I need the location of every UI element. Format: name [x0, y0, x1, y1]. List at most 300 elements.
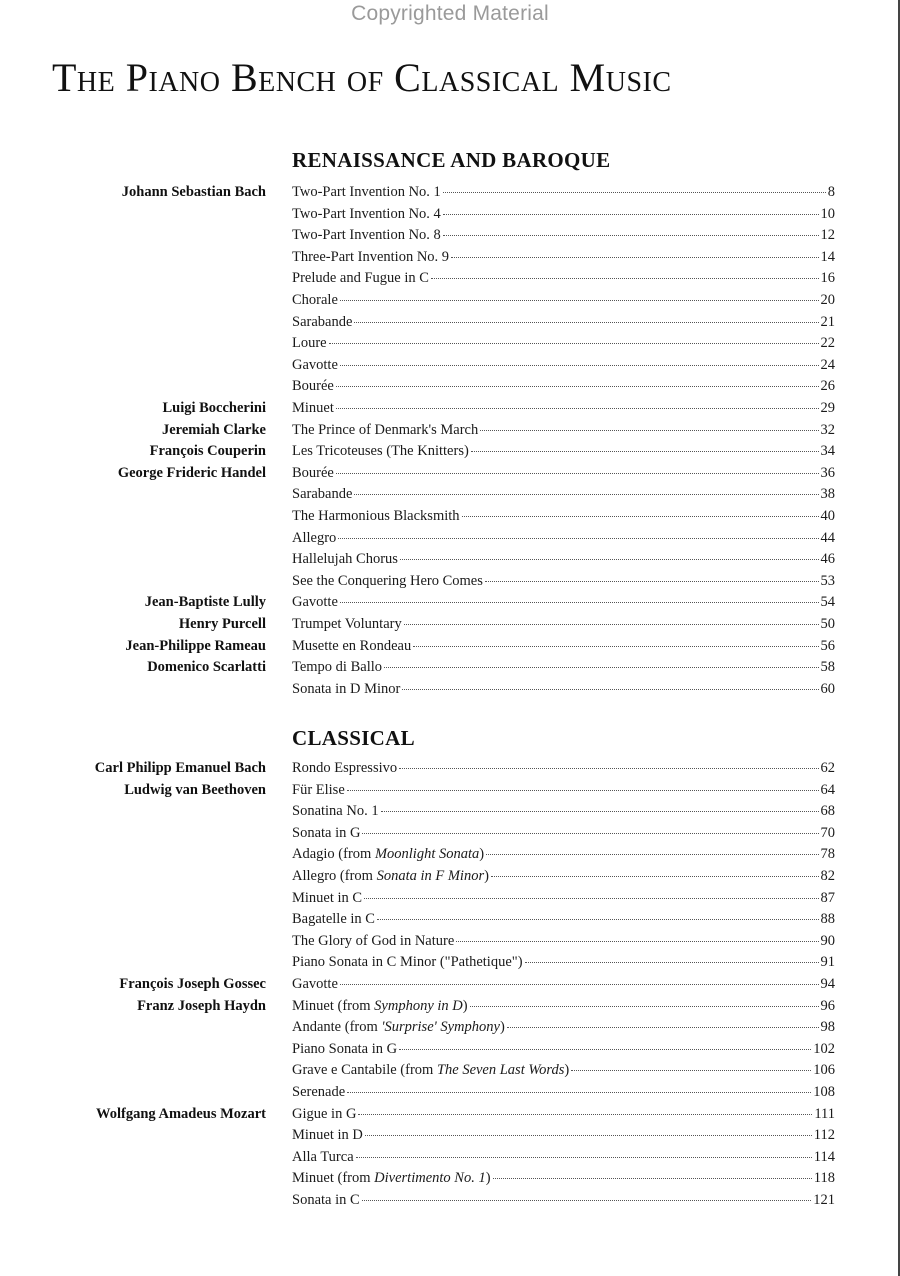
piece-title-text: Musette en Rondeau — [292, 637, 412, 654]
piece-title-text: Minuet in D — [292, 1127, 363, 1144]
piece-title-text: See the Conquering Hero Comes — [292, 572, 483, 589]
piece-title — [292, 823, 360, 845]
page-number: 26 — [820, 378, 835, 395]
piece-title — [292, 974, 338, 996]
page-number: 108 — [813, 1084, 835, 1100]
page-number: 87 — [820, 889, 835, 906]
toc-entry[interactable] — [292, 801, 835, 823]
piece-title-text: Sonata in C — [292, 1192, 360, 1208]
page-number: 14 — [820, 248, 835, 265]
dot-leader — [358, 1114, 812, 1115]
piece-title — [292, 398, 334, 420]
piece-title — [292, 1017, 505, 1039]
toc-entry[interactable] — [292, 614, 835, 636]
toc-row — [0, 952, 900, 974]
piece-title-text: Minuet — [292, 400, 334, 416]
piece-title-suffix: ) — [499, 1019, 505, 1036]
toc-entry[interactable] — [292, 844, 835, 866]
piece-title-text: Serenade — [292, 1084, 346, 1100]
piece-title — [292, 996, 468, 1018]
page-number: 102 — [813, 1040, 835, 1057]
toc-row — [0, 528, 900, 550]
piece-title-text: Trumpet Voluntary — [292, 616, 402, 632]
piece-title — [292, 528, 336, 550]
piece-title-text: Loure — [292, 335, 327, 352]
composer-name: Jeremiah Clarke — [161, 421, 266, 438]
dot-leader — [431, 278, 819, 279]
dot-leader — [404, 624, 819, 625]
piece-title — [292, 376, 334, 398]
piece-title-text: Minuet in C — [292, 889, 363, 906]
dot-leader — [381, 811, 819, 812]
toc-row — [0, 823, 900, 845]
page-number: 40 — [820, 508, 835, 524]
toc-entry[interactable] — [292, 996, 835, 1018]
toc-row — [0, 1039, 900, 1061]
page-number: 32 — [820, 421, 835, 438]
dot-leader — [493, 1178, 812, 1179]
toc-entry[interactable] — [292, 657, 835, 679]
composer-name: Wolfgang Amadeus Mozart — [96, 1105, 266, 1122]
dot-leader — [507, 1027, 819, 1028]
page-number: 24 — [820, 356, 835, 373]
dot-leader — [485, 581, 819, 582]
piece-title-text: Two-Part Invention No. 8 — [292, 227, 441, 244]
piece-title-work: Moonlight Sonata — [374, 846, 480, 863]
piece-title-text: Allegro — [292, 529, 337, 546]
toc-entry[interactable] — [292, 247, 835, 269]
dot-leader — [340, 365, 819, 366]
piece-title — [292, 420, 478, 442]
toc-row — [0, 996, 900, 1018]
page-title: The Piano Bench of Classical Music — [52, 55, 672, 100]
toc-row — [0, 290, 900, 312]
piece-title — [292, 636, 411, 658]
dot-leader — [400, 559, 819, 560]
copyright-watermark: Copyrighted Material — [351, 2, 549, 25]
toc-entry[interactable] — [292, 290, 835, 312]
toc-entry[interactable] — [292, 1147, 835, 1169]
section-heading: CLASSICAL — [292, 726, 415, 750]
page-number: 22 — [820, 335, 835, 352]
toc-row — [0, 1082, 900, 1104]
dot-leader — [340, 984, 819, 985]
dot-leader — [443, 214, 819, 215]
page-number: 64 — [820, 781, 835, 798]
toc-row — [0, 463, 900, 485]
toc-row — [0, 974, 900, 996]
toc-entry[interactable] — [292, 528, 835, 550]
dot-leader — [451, 257, 818, 258]
piece-title — [292, 888, 362, 910]
piece-title — [292, 441, 469, 463]
toc-entry[interactable] — [292, 398, 835, 420]
piece-title-text: Rondo Espressivo — [292, 760, 398, 776]
piece-title — [292, 614, 402, 636]
dot-leader — [377, 919, 819, 920]
page-number: 96 — [820, 997, 835, 1014]
piece-title-suffix: ) — [479, 846, 485, 863]
toc-entry[interactable] — [292, 636, 835, 658]
toc-entry[interactable] — [292, 549, 835, 571]
toc-row — [0, 657, 900, 679]
toc-row — [0, 888, 900, 910]
piece-title-text: Three-Part Invention No. 9 — [292, 248, 450, 265]
dot-leader — [399, 768, 818, 769]
page-number: 10 — [820, 205, 835, 222]
page-number: 29 — [820, 400, 835, 416]
dot-leader — [336, 408, 819, 409]
toc-row — [0, 1147, 900, 1169]
toc-row — [0, 1104, 900, 1126]
toc-row — [0, 441, 900, 463]
page-number: 38 — [820, 486, 835, 503]
toc-row — [0, 1168, 900, 1190]
piece-title — [292, 1082, 345, 1104]
page-number: 21 — [820, 313, 835, 330]
piece-title-work: Sonata in F Minor — [376, 868, 485, 884]
piece-title-text: Allegro (from — [292, 868, 377, 884]
dot-leader — [402, 689, 818, 690]
toc-entry[interactable] — [292, 1060, 835, 1082]
piece-title-text: Minuet (from — [292, 1170, 375, 1187]
page-number: 46 — [820, 551, 835, 568]
page-number: 68 — [820, 803, 835, 820]
toc-row — [0, 204, 900, 226]
piece-title-text: Für Elise — [292, 781, 345, 798]
toc-entry[interactable] — [292, 1017, 835, 1039]
toc-entry[interactable] — [292, 204, 835, 226]
piece-title-text: Piano Sonata in G — [292, 1040, 398, 1057]
dot-leader — [340, 300, 819, 301]
piece-title-work: Divertimento No. 1 — [374, 1170, 486, 1187]
toc-row — [0, 780, 900, 802]
page-number: 36 — [820, 464, 835, 481]
piece-title — [292, 1039, 397, 1061]
toc-entry[interactable] — [292, 758, 835, 780]
piece-title — [292, 506, 460, 528]
toc-row — [0, 866, 900, 888]
piece-title — [292, 355, 338, 377]
toc-row — [0, 247, 900, 269]
page-number: 94 — [820, 976, 835, 992]
dot-leader — [491, 876, 819, 877]
page-number: 106 — [813, 1062, 835, 1079]
page-number: 118 — [813, 1170, 835, 1187]
toc-row — [0, 182, 900, 204]
toc-entry[interactable] — [292, 182, 835, 204]
piece-title — [292, 1168, 491, 1190]
dot-leader — [347, 790, 819, 791]
piece-title — [292, 463, 334, 485]
page-number: 82 — [820, 868, 835, 884]
composer-name: François Couperin — [149, 443, 266, 460]
toc-entry[interactable] — [292, 1168, 835, 1190]
toc-entry[interactable] — [292, 441, 835, 463]
page-number: 98 — [820, 1019, 835, 1036]
toc-entry[interactable] — [292, 463, 835, 485]
page-number: 62 — [820, 760, 835, 776]
page-number: 90 — [820, 932, 835, 949]
piece-title-text: Sonata in G — [292, 824, 361, 841]
page-number: 88 — [820, 911, 835, 928]
toc-row — [0, 355, 900, 377]
dot-leader — [362, 1200, 812, 1201]
page-number: 50 — [820, 616, 835, 632]
composer-name: Franz Joseph Haydn — [137, 997, 266, 1014]
piece-title-work: 'Surprise' Symphony — [381, 1019, 500, 1036]
piece-title — [292, 225, 441, 247]
piece-title-text: Sarabande — [292, 313, 353, 330]
toc-entry[interactable] — [292, 355, 835, 377]
piece-title-text: Sonata in D Minor — [292, 680, 401, 697]
toc-entry[interactable] — [292, 376, 835, 398]
piece-title — [292, 866, 489, 888]
toc-row — [0, 1190, 900, 1212]
piece-title — [292, 182, 441, 204]
toc-entry[interactable] — [292, 909, 835, 931]
toc-entry[interactable] — [292, 780, 835, 802]
piece-title-text: Hallelujah Chorus — [292, 551, 398, 568]
page-number: 111 — [814, 1105, 835, 1122]
piece-title — [292, 844, 484, 866]
composer-name: Luigi Boccherini — [162, 400, 266, 416]
dot-leader — [354, 494, 818, 495]
dot-leader — [443, 235, 819, 236]
piece-title — [292, 268, 429, 290]
dot-leader — [480, 430, 818, 431]
dot-leader — [336, 386, 819, 387]
toc-entry[interactable] — [292, 506, 835, 528]
toc-entry[interactable] — [292, 592, 835, 614]
composer-name: Jean-Philippe Rameau — [125, 637, 266, 654]
piece-title-suffix: ) — [485, 1170, 491, 1187]
piece-title — [292, 549, 398, 571]
piece-title-suffix: ) — [564, 1062, 570, 1079]
toc-entry[interactable] — [292, 333, 835, 355]
toc-entry[interactable] — [292, 312, 835, 334]
page-number: 91 — [820, 954, 835, 971]
piece-title-text: Alla Turca — [292, 1148, 354, 1165]
piece-title-text: Piano Sonata in C Minor ("Pathetique") — [292, 954, 523, 971]
piece-title — [292, 204, 441, 226]
page-number: 112 — [813, 1127, 835, 1144]
dot-leader — [462, 516, 819, 517]
toc-row — [0, 679, 900, 701]
composer-name: George Frideric Handel — [117, 464, 266, 481]
piece-title-text: Two-Part Invention No. 1 — [292, 184, 441, 200]
dot-leader — [525, 962, 819, 963]
piece-title — [292, 780, 345, 802]
page-number: 12 — [820, 227, 835, 244]
toc-row — [0, 333, 900, 355]
piece-title — [292, 1147, 354, 1169]
toc-entry[interactable] — [292, 952, 835, 974]
piece-title-text: Gavotte — [292, 356, 338, 373]
piece-title-text: Tempo di Ballo — [292, 659, 383, 676]
page-number: 20 — [820, 292, 835, 308]
piece-title — [292, 801, 379, 823]
piece-title-text: Bagatelle in C — [292, 911, 375, 928]
page-number: 70 — [820, 824, 835, 841]
piece-title — [292, 1125, 363, 1147]
piece-title-text: Minuet (from — [292, 997, 375, 1014]
piece-title-text: Grave e Cantabile (from — [292, 1062, 437, 1079]
toc-row — [0, 376, 900, 398]
piece-title-suffix: ) — [462, 997, 468, 1014]
page-number: 121 — [813, 1192, 835, 1208]
toc-row — [0, 614, 900, 636]
piece-title — [292, 909, 375, 931]
toc-entry[interactable] — [292, 484, 835, 506]
dot-leader — [456, 941, 818, 942]
dot-leader — [365, 1135, 812, 1136]
toc-row — [0, 909, 900, 931]
toc-row — [0, 801, 900, 823]
toc-row — [0, 592, 900, 614]
toc-row — [0, 225, 900, 247]
piece-title — [292, 679, 400, 701]
composer-name: Ludwig van Beethoven — [124, 781, 266, 798]
piece-title-text: Adagio (from — [292, 846, 375, 863]
toc-row — [0, 758, 900, 780]
dot-leader — [329, 343, 819, 344]
toc-entry[interactable] — [292, 1190, 835, 1212]
piece-title — [292, 290, 338, 312]
page-number: 44 — [820, 529, 835, 546]
toc-row — [0, 549, 900, 571]
toc-row — [0, 420, 900, 442]
toc-entry[interactable] — [292, 1039, 835, 1061]
dot-leader — [336, 473, 819, 474]
page-number: 16 — [820, 270, 835, 287]
piece-title-text: Bourée — [292, 464, 334, 481]
composer-name: Jean-Baptiste Lully — [144, 594, 266, 611]
page-number: 53 — [820, 572, 835, 589]
dot-leader — [340, 602, 819, 603]
piece-title-text: Gavotte — [292, 594, 338, 611]
composer-name: Carl Philipp Emanuel Bach — [94, 760, 266, 776]
composer-name: Johann Sebastian Bach — [121, 184, 266, 200]
toc-entry[interactable] — [292, 571, 835, 593]
piece-title-text: The Prince of Denmark's March — [292, 421, 479, 438]
piece-title-text: Les Tricoteuses (The Knitters) — [292, 443, 469, 460]
toc-row — [0, 931, 900, 953]
piece-title-text: Andante (from — [292, 1019, 382, 1036]
dot-leader — [470, 1006, 819, 1007]
toc-entry[interactable] — [292, 1104, 835, 1126]
piece-title — [292, 1104, 356, 1126]
dot-leader — [356, 1157, 812, 1158]
piece-title — [292, 952, 523, 974]
composer-name: Domenico Scarlatti — [147, 659, 266, 676]
toc-entry[interactable] — [292, 268, 835, 290]
piece-title-work: Symphony in D — [374, 997, 463, 1014]
toc-row — [0, 571, 900, 593]
toc-row — [0, 636, 900, 658]
toc-entry[interactable] — [292, 974, 835, 996]
piece-title-text: The Glory of God in Nature — [292, 932, 455, 949]
piece-title-work: The Seven Last Words — [436, 1062, 565, 1079]
piece-title-text: Chorale — [292, 292, 338, 308]
page-number: 54 — [820, 594, 835, 611]
piece-title-text: Sarabande — [292, 486, 353, 503]
dot-leader — [347, 1092, 811, 1093]
piece-title — [292, 1060, 569, 1082]
toc-row — [0, 312, 900, 334]
dot-leader — [362, 833, 818, 834]
dot-leader — [384, 667, 818, 668]
dot-leader — [354, 322, 818, 323]
dot-leader — [364, 898, 818, 899]
toc-row — [0, 1017, 900, 1039]
piece-title-text: Two-Part Invention No. 4 — [292, 205, 441, 222]
piece-title — [292, 484, 352, 506]
piece-title — [292, 333, 327, 355]
piece-title-text: Gavotte — [292, 976, 338, 992]
piece-title-text: Prelude and Fugue in C — [292, 270, 429, 287]
toc-entry[interactable] — [292, 1082, 835, 1104]
piece-title — [292, 1190, 360, 1212]
dot-leader — [338, 538, 818, 539]
dot-leader — [486, 854, 818, 855]
piece-title-text: Sonatina No. 1 — [292, 803, 379, 820]
toc-row — [0, 268, 900, 290]
piece-title-text: The Harmonious Blacksmith — [292, 508, 460, 524]
composer-name: Henry Purcell — [178, 616, 266, 632]
piece-title-suffix: ) — [484, 868, 489, 884]
toc-entry[interactable] — [292, 931, 835, 953]
toc-row — [0, 506, 900, 528]
toc-entry[interactable] — [292, 866, 835, 888]
piece-title — [292, 657, 382, 679]
piece-title-text: Gigue in G — [292, 1105, 357, 1122]
piece-title — [292, 247, 449, 269]
section-heading: RENAISSANCE AND BAROQUE — [292, 148, 611, 172]
toc-entry[interactable] — [292, 420, 835, 442]
piece-title — [292, 931, 454, 953]
toc-entry[interactable] — [292, 823, 835, 845]
page-number: 78 — [820, 846, 835, 863]
composer-name: François Joseph Gossec — [119, 976, 266, 992]
dot-leader — [399, 1049, 811, 1050]
dot-leader — [571, 1070, 811, 1071]
toc-row — [0, 1125, 900, 1147]
page-number: 8 — [827, 184, 835, 200]
toc-row — [0, 398, 900, 420]
piece-title — [292, 758, 397, 780]
dot-leader — [413, 646, 818, 647]
toc-entry[interactable] — [292, 225, 835, 247]
toc-row — [0, 1060, 900, 1082]
piece-title-text: Bourée — [292, 378, 334, 395]
toc-row — [0, 484, 900, 506]
page-number: 58 — [820, 659, 835, 676]
page-number: 56 — [820, 637, 835, 654]
page-number: 60 — [820, 680, 835, 697]
toc-entry[interactable] — [292, 1125, 835, 1147]
dot-leader — [443, 192, 826, 193]
dot-leader — [471, 451, 819, 452]
piece-title — [292, 312, 352, 334]
piece-title — [292, 571, 483, 593]
page-number: 114 — [813, 1148, 835, 1165]
toc-entry[interactable] — [292, 888, 835, 910]
piece-title — [292, 592, 338, 614]
toc-entry[interactable] — [292, 679, 835, 701]
page-number: 34 — [820, 443, 835, 460]
toc-row — [0, 844, 900, 866]
